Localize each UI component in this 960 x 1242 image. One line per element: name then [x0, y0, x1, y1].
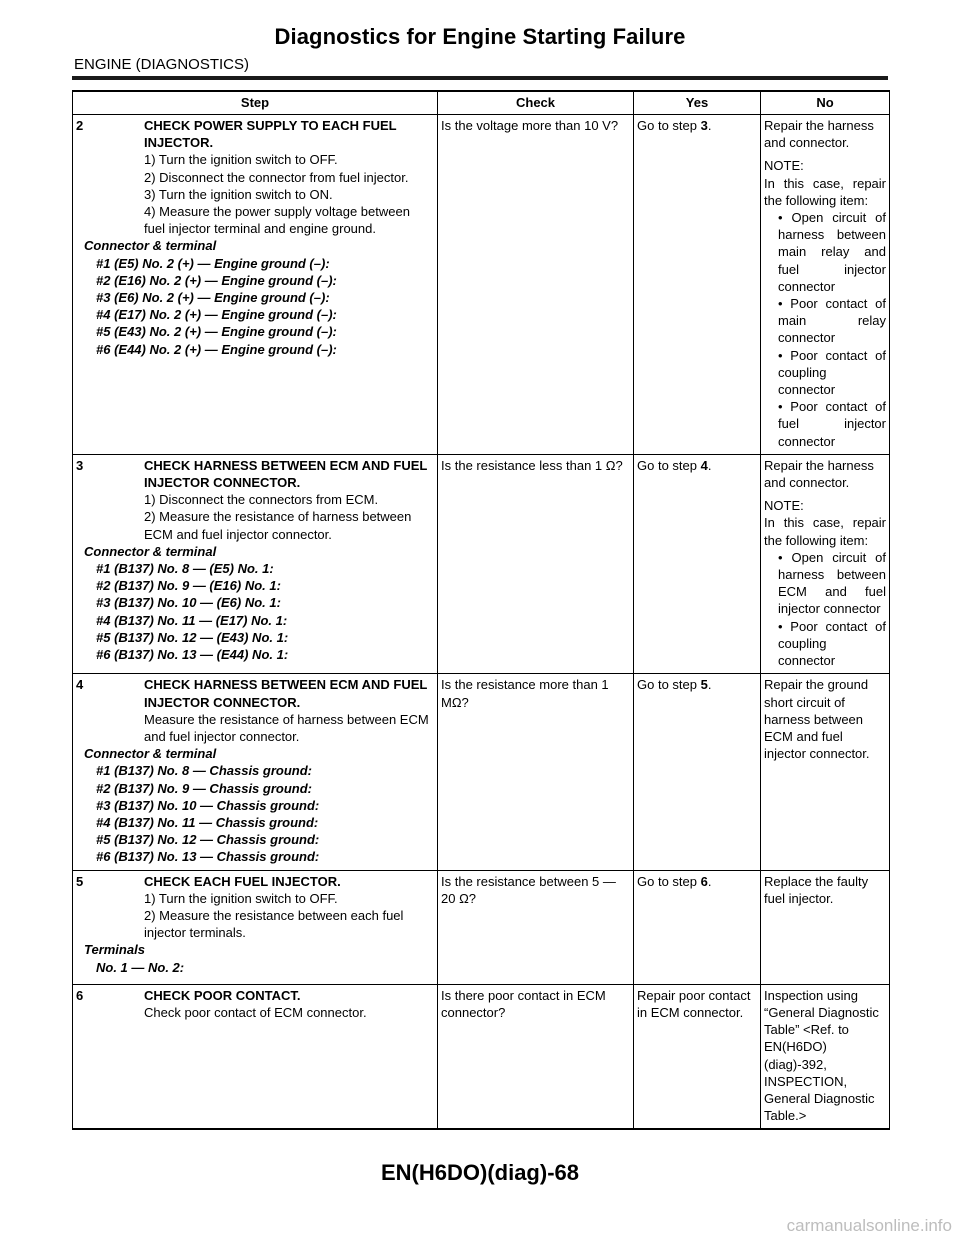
step-number: 2: [76, 118, 84, 133]
yes-prefix: Go to step: [637, 873, 701, 889]
procedure-line: 1) Turn the ignition switch to OFF.: [144, 152, 338, 168]
note-label: NOTE:: [764, 498, 804, 514]
no-action: Replace the faulty fuel injector.: [764, 873, 869, 906]
yes-step-link[interactable]: 4: [700, 457, 708, 473]
yes-prefix: Go to step: [637, 457, 701, 473]
no-action: Repair the ground short circuit of harness between ECM and fuel injector connector.: [764, 677, 870, 762]
no-cell: [761, 674, 890, 870]
yes-prefix: Go to step: [637, 118, 701, 133]
yes-suffix: .: [707, 677, 712, 693]
section-title: ENGINE (DIAGNOSTICS): [74, 56, 250, 73]
procedure-line: Check poor contact of ECM connector.: [144, 1004, 367, 1020]
no-cell: [761, 870, 890, 984]
step-cell: [73, 870, 438, 984]
note-bullet: • Poor contact of coupling connector: [778, 347, 886, 398]
no-action: Repair the harness and connector.: [764, 118, 874, 151]
column-header-no: No: [761, 91, 890, 115]
yes-step-link[interactable]: 5: [700, 677, 708, 693]
procedure-line: 1) Turn the ignition switch to OFF.: [144, 890, 338, 906]
step-title: CHECK POOR CONTACT.: [144, 987, 301, 1003]
connector-item: #3 (E6) No. 2 (+) — Engine ground (–):: [96, 290, 330, 306]
step-cell: [73, 454, 438, 673]
step-title: CHECK HARNESS BETWEEN ECM AND FUEL INJECTOR CONNECTOR.: [144, 457, 428, 491]
connector-label: Connector & terminal: [84, 543, 217, 559]
step-title: CHECK HARNESS BETWEEN ECM AND FUEL INJECTOR CONNECTOR.: [144, 677, 428, 710]
step-cell: [73, 674, 438, 870]
no-action-reference[interactable]: Inspection using “General Diagnostic Table” <Ref. to EN(H6DO)(diag)-392, INSPECTION, General Diagnostic Table.>: [764, 987, 879, 1124]
yes-suffix: .: [707, 457, 712, 473]
procedure-line: 4) Measure the power supply voltage between fuel injector terminal and engine ground.: [144, 204, 410, 237]
connector-item: #5 (B137) No. 12 — Chassis ground:: [96, 832, 320, 848]
no-cell: [761, 115, 890, 455]
note-bullet: • Poor contact of coupling connector: [778, 618, 886, 669]
yes-cell: [634, 115, 761, 455]
connector-item: #3 (B137) No. 10 — Chassis ground:: [96, 797, 320, 813]
no-action: Repair the harness and connector.: [764, 457, 874, 491]
step-number: 6: [76, 987, 84, 1003]
step-number: 5: [76, 873, 84, 889]
step-title: CHECK EACH FUEL INJECTOR.: [144, 873, 341, 889]
connector-item: #5 (E43) No. 2 (+) — Engine ground (–):: [96, 324, 337, 340]
terminal-item: No. 1 — No. 2:: [96, 959, 185, 975]
connector-item: #3 (B137) No. 10 — (E6) No. 1:: [96, 595, 281, 611]
connector-item: #2 (E16) No. 2 (+) — Engine ground (–):: [96, 272, 337, 288]
note-label: NOTE:: [764, 158, 804, 174]
connector-item: #4 (E17) No. 2 (+) — Engine ground (–):: [96, 307, 337, 323]
procedure-line: 2) Measure the resistance of harness between ECM and fuel injector connector.: [144, 509, 412, 542]
check-cell: [438, 115, 634, 455]
table-row: [73, 870, 890, 984]
connector-label: Connector & terminal: [84, 746, 217, 762]
table-row: [73, 115, 890, 455]
check-cell: [438, 870, 634, 984]
no-cell: [761, 454, 890, 673]
connector-item: #1 (B137) No. 8 — Chassis ground:: [96, 763, 312, 779]
connector-item: #1 (E5) No. 2 (+) — Engine ground (–):: [96, 255, 330, 271]
connector-item: #1 (B137) No. 8 — (E5) No. 1:: [96, 561, 274, 577]
column-header-step: Step: [73, 91, 438, 115]
connector-item: #2 (B137) No. 9 — Chassis ground:: [96, 780, 312, 796]
no-cell: [761, 984, 890, 1129]
check-cell: [438, 674, 634, 870]
yes-prefix: Go to step: [637, 677, 701, 693]
note-text: In this case, repair the following item:: [764, 515, 886, 548]
yes-cell: [634, 984, 761, 1129]
connector-item: #6 (B137) No. 13 — (E44) No. 1:: [96, 647, 289, 663]
table-row: [73, 454, 890, 673]
check-cell: [438, 454, 634, 673]
table-row: [73, 674, 890, 870]
connector-item: #6 (E44) No. 2 (+) — Engine ground (–):: [96, 341, 337, 357]
page-title: Diagnostics for Engine Starting Failure: [274, 24, 686, 49]
step-number: 3: [76, 457, 84, 473]
note-bullet: • Poor contact of main relay connector: [778, 296, 886, 346]
connector-item: #4 (B137) No. 11 — Chassis ground:: [96, 814, 319, 830]
yes-action: Repair poor contact in ECM connector.: [637, 987, 751, 1020]
note-text: In this case, repair the following item:: [764, 175, 886, 208]
terminals-label: Terminals: [84, 942, 145, 958]
procedure-line: 2) Disconnect the connector from fuel injector.: [144, 169, 409, 185]
check-question: Is there poor contact in ECM connector?: [441, 987, 606, 1020]
yes-cell: [634, 454, 761, 673]
connector-label: Connector & terminal: [84, 238, 217, 254]
note-bullet: • Open circuit of harness between ECM and fuel injector connector: [778, 549, 886, 617]
diagnostic-table: [72, 90, 890, 1130]
connector-item: #6 (B137) No. 13 — Chassis ground:: [96, 849, 320, 865]
table-header-row: [73, 91, 890, 115]
connector-item: #4 (B137) No. 11 — (E17) No. 1:: [96, 612, 288, 628]
step-cell: [73, 115, 438, 455]
header-rule: [72, 76, 888, 80]
table-row: [73, 984, 890, 1129]
yes-step-link[interactable]: 3: [700, 118, 708, 133]
note-bullet: • Poor contact of fuel injector connector: [778, 399, 886, 449]
procedure-line: Measure the resistance of harness between ECM and fuel injector connector.: [144, 711, 429, 744]
yes-suffix: .: [707, 118, 712, 133]
step-cell: [73, 984, 438, 1129]
column-header-check: Check: [438, 91, 634, 115]
step-title: CHECK POWER SUPPLY TO EACH FUEL INJECTOR.: [144, 118, 397, 151]
connector-item: #2 (B137) No. 9 — (E16) No. 1:: [96, 578, 281, 594]
check-cell: [438, 984, 634, 1129]
check-question: Is the resistance less than 1 Ω?: [441, 457, 623, 473]
note-bullet: • Open circuit of harness between main relay and fuel injector connector: [778, 210, 886, 294]
check-question: Is the voltage more than 10 V?: [441, 118, 619, 133]
connector-item: #5 (B137) No. 12 — (E43) No. 1:: [96, 629, 289, 645]
yes-cell: [634, 674, 761, 870]
watermark: carmanualsonline.info: [786, 1216, 952, 1235]
check-question: Is the resistance more than 1 MΩ?: [441, 677, 609, 710]
procedure-line: 3) Turn the ignition switch to ON.: [144, 186, 333, 202]
step-number: 4: [76, 677, 84, 693]
page-number: EN(H6DO)(diag)-68: [380, 1160, 579, 1185]
procedure-line: 1) Disconnect the connectors from ECM.: [144, 492, 379, 508]
check-question: Is the resistance between 5 — 20 Ω?: [441, 873, 616, 906]
procedure-line: 2) Measure the resistance between each fuel injector terminals.: [144, 907, 404, 941]
yes-suffix: .: [707, 873, 712, 889]
yes-cell: [634, 870, 761, 984]
column-header-yes: Yes: [634, 91, 761, 115]
yes-step-link[interactable]: 6: [700, 873, 708, 889]
